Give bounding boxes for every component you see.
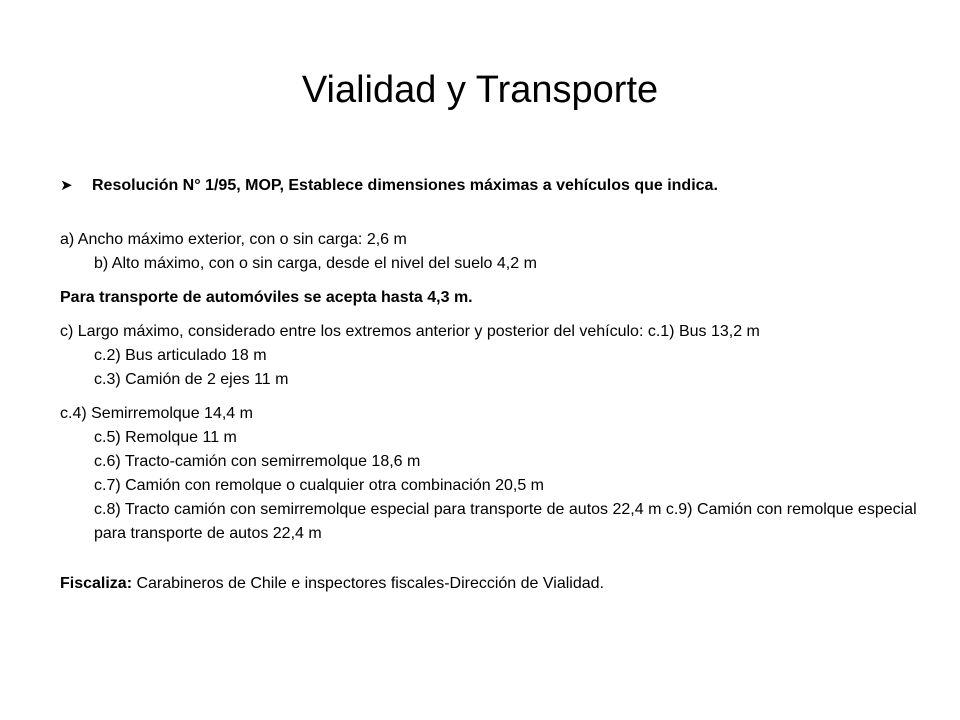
bullet-item [60, 174, 920, 198]
paragraph-width-height [60, 228, 920, 276]
line-c7: c.7) Camión con remolque o cualquier otra combinación 20,5 m [94, 477, 545, 494]
paragraph-length [60, 320, 920, 392]
fiscaliza-label: Fiscaliza: [60, 575, 133, 592]
slide-title: Vialidad y Transporte [301, 69, 659, 111]
arrow-bullet-icon: ➤ [60, 177, 73, 194]
line-c2: c.2) Bus articulado 18 m [94, 347, 267, 364]
resolution-heading: Resolución N° 1/95, MOP, Establece dimensiones máximas a vehículos que indica. [92, 177, 718, 194]
line-c4: c.4) Semirremolque 14,4 m [60, 405, 253, 422]
line-b: b) Alto máximo, con o sin carga, desde el nivel del suelo 4,2 m [94, 255, 537, 272]
line-c8: c.8) Tracto camión con semirremolque especial para transporte de autos 22,4 m c.9) Camión con remolque especial para transporte de autos 22,4 m [94, 501, 917, 542]
fiscaliza-text: Carabineros de Chile e inspectores fiscales-Dirección de Vialidad. [132, 575, 604, 592]
line-c: c) Largo máximo, considerado entre los extremos anterior y posterior del vehículo: c.1) Bus 13,2 m [60, 323, 760, 340]
paragraph-fiscaliza [60, 572, 920, 596]
autos-note: Para transporte de automóviles se acepta hasta 4,3 m. [60, 289, 473, 306]
line-a: a) Ancho máximo exterior, con o sin carga: 2,6 m [60, 231, 407, 248]
paragraph-trailers [60, 402, 920, 546]
slide-content [60, 174, 920, 596]
line-c5: c.5) Remolque 11 m [94, 429, 237, 446]
line-c3: c.3) Camión de 2 ejes 11 m [94, 371, 289, 388]
line-c6: c.6) Tracto-camión con semirremolque 18,6 m [94, 453, 421, 470]
